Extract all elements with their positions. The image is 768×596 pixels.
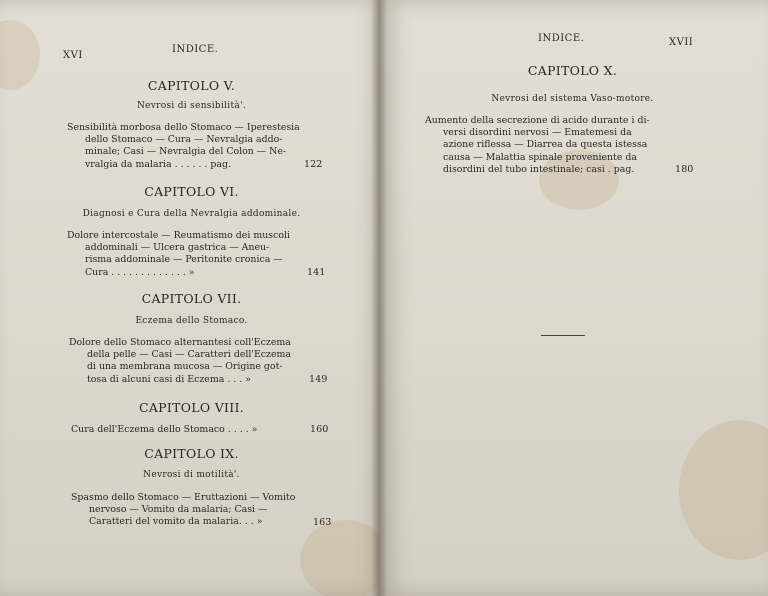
toc-line: Caratteri del vomito da malaria. . . » [89, 516, 263, 528]
left-page [0, 0, 383, 596]
toc-line: versi disordini nervosi — Ematemesi da [443, 127, 632, 139]
end-rule [541, 335, 585, 336]
toc-entry [425, 115, 725, 176]
toc-entry [67, 122, 327, 171]
toc-line: nervoso — Vomito da malaria; Casi — [89, 504, 268, 516]
page-number: 163 [313, 517, 332, 528]
toc-line: minale; Casi — Nevralgia del Colon — Ne- [85, 146, 287, 158]
toc-line: di una membrana mucosa — Origine got- [87, 361, 283, 373]
toc-line: vralgia da malaria . . . . . . pag. [85, 158, 231, 170]
running-head-left: INDICE. [172, 44, 219, 55]
toc-entry [69, 337, 329, 386]
toc-line: tosa di alcuni casi di Eczema . . . » [87, 373, 251, 385]
chapter-heading: CAPITOLO V. [147, 78, 236, 93]
toc-line: causa — Malattia spinale proveniente da [443, 151, 637, 163]
chapter-subtitle: Nevrosi di motilità'. [143, 470, 240, 480]
book-gutter [372, 0, 386, 596]
chapter-subtitle: Nevrosi del sistema Vaso-motore. [491, 94, 654, 104]
chapter-subtitle: Eczema dello Stomaco. [135, 316, 248, 326]
chapter-heading: CAPITOLO IX. [144, 446, 239, 461]
toc-line: addominali — Ulcera gastrica — Aneu- [85, 242, 270, 254]
page-number: 141 [307, 267, 326, 278]
right-page [379, 0, 768, 596]
page-number: 122 [304, 159, 323, 170]
toc-line: Cura . . . . . . . . . . . . . » [85, 266, 195, 278]
toc-line: Spasmo dello Stomaco — Eruttazioni — Vomito [71, 492, 296, 503]
toc-line: Aumento della secrezione di acido durante i di- [425, 115, 650, 126]
toc-line: Sensibilità morbosa dello Stomaco — Iperestesia [67, 122, 300, 133]
page-number: 149 [309, 374, 328, 385]
toc-entry [71, 424, 331, 436]
toc-entry [71, 492, 331, 529]
toc-entry [67, 230, 327, 279]
folio-right: XVII [669, 37, 694, 48]
running-head-right: INDICE. [538, 33, 585, 44]
toc-line: disordini del tubo intestinale; casi . pag. [443, 163, 635, 175]
chapter-heading: CAPITOLO X. [527, 63, 618, 78]
toc-line: azione riflessa — Diarrea da questa istessa [443, 139, 648, 151]
page-number: 180 [675, 164, 694, 175]
toc-line: Dolore dello Stomaco alternantesi coll'Eczema [69, 337, 291, 348]
page-number: 160 [310, 424, 329, 435]
folio-left: XVI [63, 50, 83, 61]
toc-line: Cura dell'Eczema dello Stomaco . . . . » [71, 424, 258, 435]
chapter-heading: CAPITOLO VI. [144, 184, 239, 199]
toc-line: della pelle — Casi — Caratteri dell'Eczema [87, 349, 292, 361]
toc-line: Dolore intercostale — Reumatismo dei muscoli [67, 230, 290, 241]
chapter-subtitle: Nevrosi di sensibilità'. [136, 101, 247, 111]
chapter-subtitle: Diagnosi e Cura della Nevralgia addominale. [82, 209, 301, 219]
chapter-heading: CAPITOLO VII. [141, 291, 242, 306]
chapter-heading: CAPITOLO VIII. [138, 400, 245, 415]
toc-line: dello Stomaco — Cura — Nevralgia addo- [85, 134, 283, 146]
toc-line: risma addominale — Peritonite cronica — [85, 254, 283, 266]
